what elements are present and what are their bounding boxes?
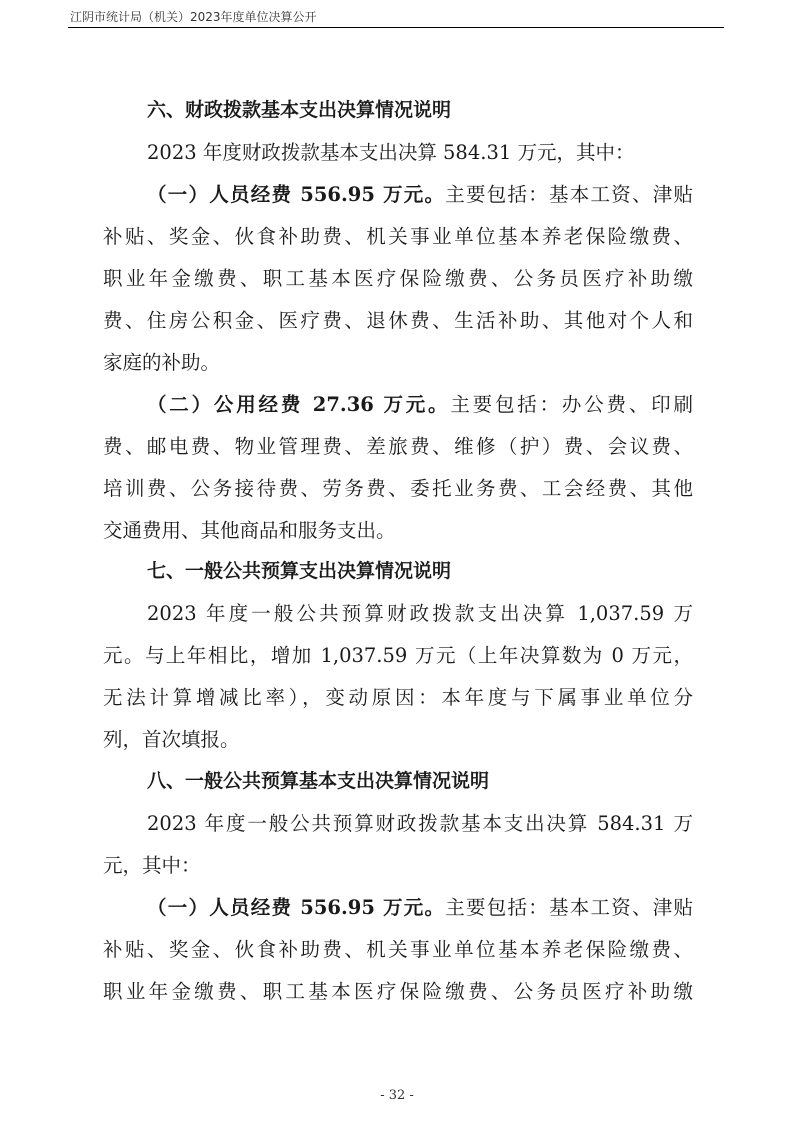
section-six-public-line3: 培训费、公务接待费、劳务费、委托业务费、工会经费、其他	[103, 477, 693, 500]
section-six-personnel-line4: 费、住房公积金、医疗费、退休费、生活补助、其他对个人和	[103, 309, 693, 332]
section-seven-line4: 列，首次填报。	[103, 728, 240, 751]
section-seven-line2: 元。与上年相比，增加 1,037.59 万元（上年决算数为 0 万元，	[103, 644, 693, 667]
running-header: 江阴市统计局（机关）2023年度单位决算公开	[70, 10, 317, 24]
section-six-heading: 六、财政拨款基本支出决算情况说明	[147, 99, 452, 121]
section-eight-personnel-line2: 补贴、奖金、伙食补助费、机关事业单位基本养老保险缴费、	[103, 938, 693, 961]
section-six-personnel-lead: （一）人员经费 556.95 万元。	[147, 183, 446, 206]
section-eight-line1: 2023 年度一般公共预算财政拨款基本支出决算 584.31 万	[147, 812, 693, 835]
section-seven-heading: 七、一般公共预算支出决算情况说明	[147, 560, 452, 582]
section-eight-personnel-line3: 职业年金缴费、职工基本医疗保险缴费、公务员医疗补助缴	[103, 980, 693, 1003]
section-seven-line1: 2023 年度一般公共预算财政拨款支出决算 1,037.59 万	[147, 602, 693, 625]
section-eight-personnel-lead: （一）人员经费 556.95 万元。	[147, 896, 446, 919]
section-six-personnel-line5: 家庭的补助。	[103, 351, 221, 374]
section-six-personnel-line3: 职业年金缴费、职工基本医疗保险缴费、公务员医疗补助缴	[103, 267, 693, 290]
header-rule	[68, 27, 724, 28]
section-six-personnel-line2: 补贴、奖金、伙食补助费、机关事业单位基本养老保险缴费、	[103, 225, 693, 248]
section-six-public-line1	[147, 390, 693, 420]
section-six-public-line2: 费、邮电费、物业管理费、差旅费、维修（护）费、会议费、	[103, 435, 693, 458]
section-six-intro: 2023 年度财政拨款基本支出决算 584.31 万元，其中：	[147, 141, 635, 164]
section-six-public-line4: 交通费用、其他商品和服务支出。	[103, 519, 396, 542]
section-eight-line2: 元，其中：	[103, 854, 201, 877]
section-eight-personnel-text1: 主要包括：基本工资、津贴	[445, 896, 693, 919]
section-seven-line3: 无法计算增减比率），变动原因：本年度与下属事业单位分	[103, 686, 693, 709]
section-six-public-lead: （二）公用经费 27.36 万元。	[147, 393, 451, 416]
section-six-personnel-line1	[147, 180, 693, 210]
page-number: - 32 -	[380, 1088, 414, 1103]
section-six-public-text1: 主要包括：办公费、印刷	[450, 393, 693, 416]
section-six-personnel-text1: 主要包括：基本工资、津贴	[445, 183, 693, 206]
section-eight-personnel-line1	[147, 893, 693, 923]
section-eight-heading: 八、一般公共预算基本支出决算情况说明	[147, 770, 490, 792]
